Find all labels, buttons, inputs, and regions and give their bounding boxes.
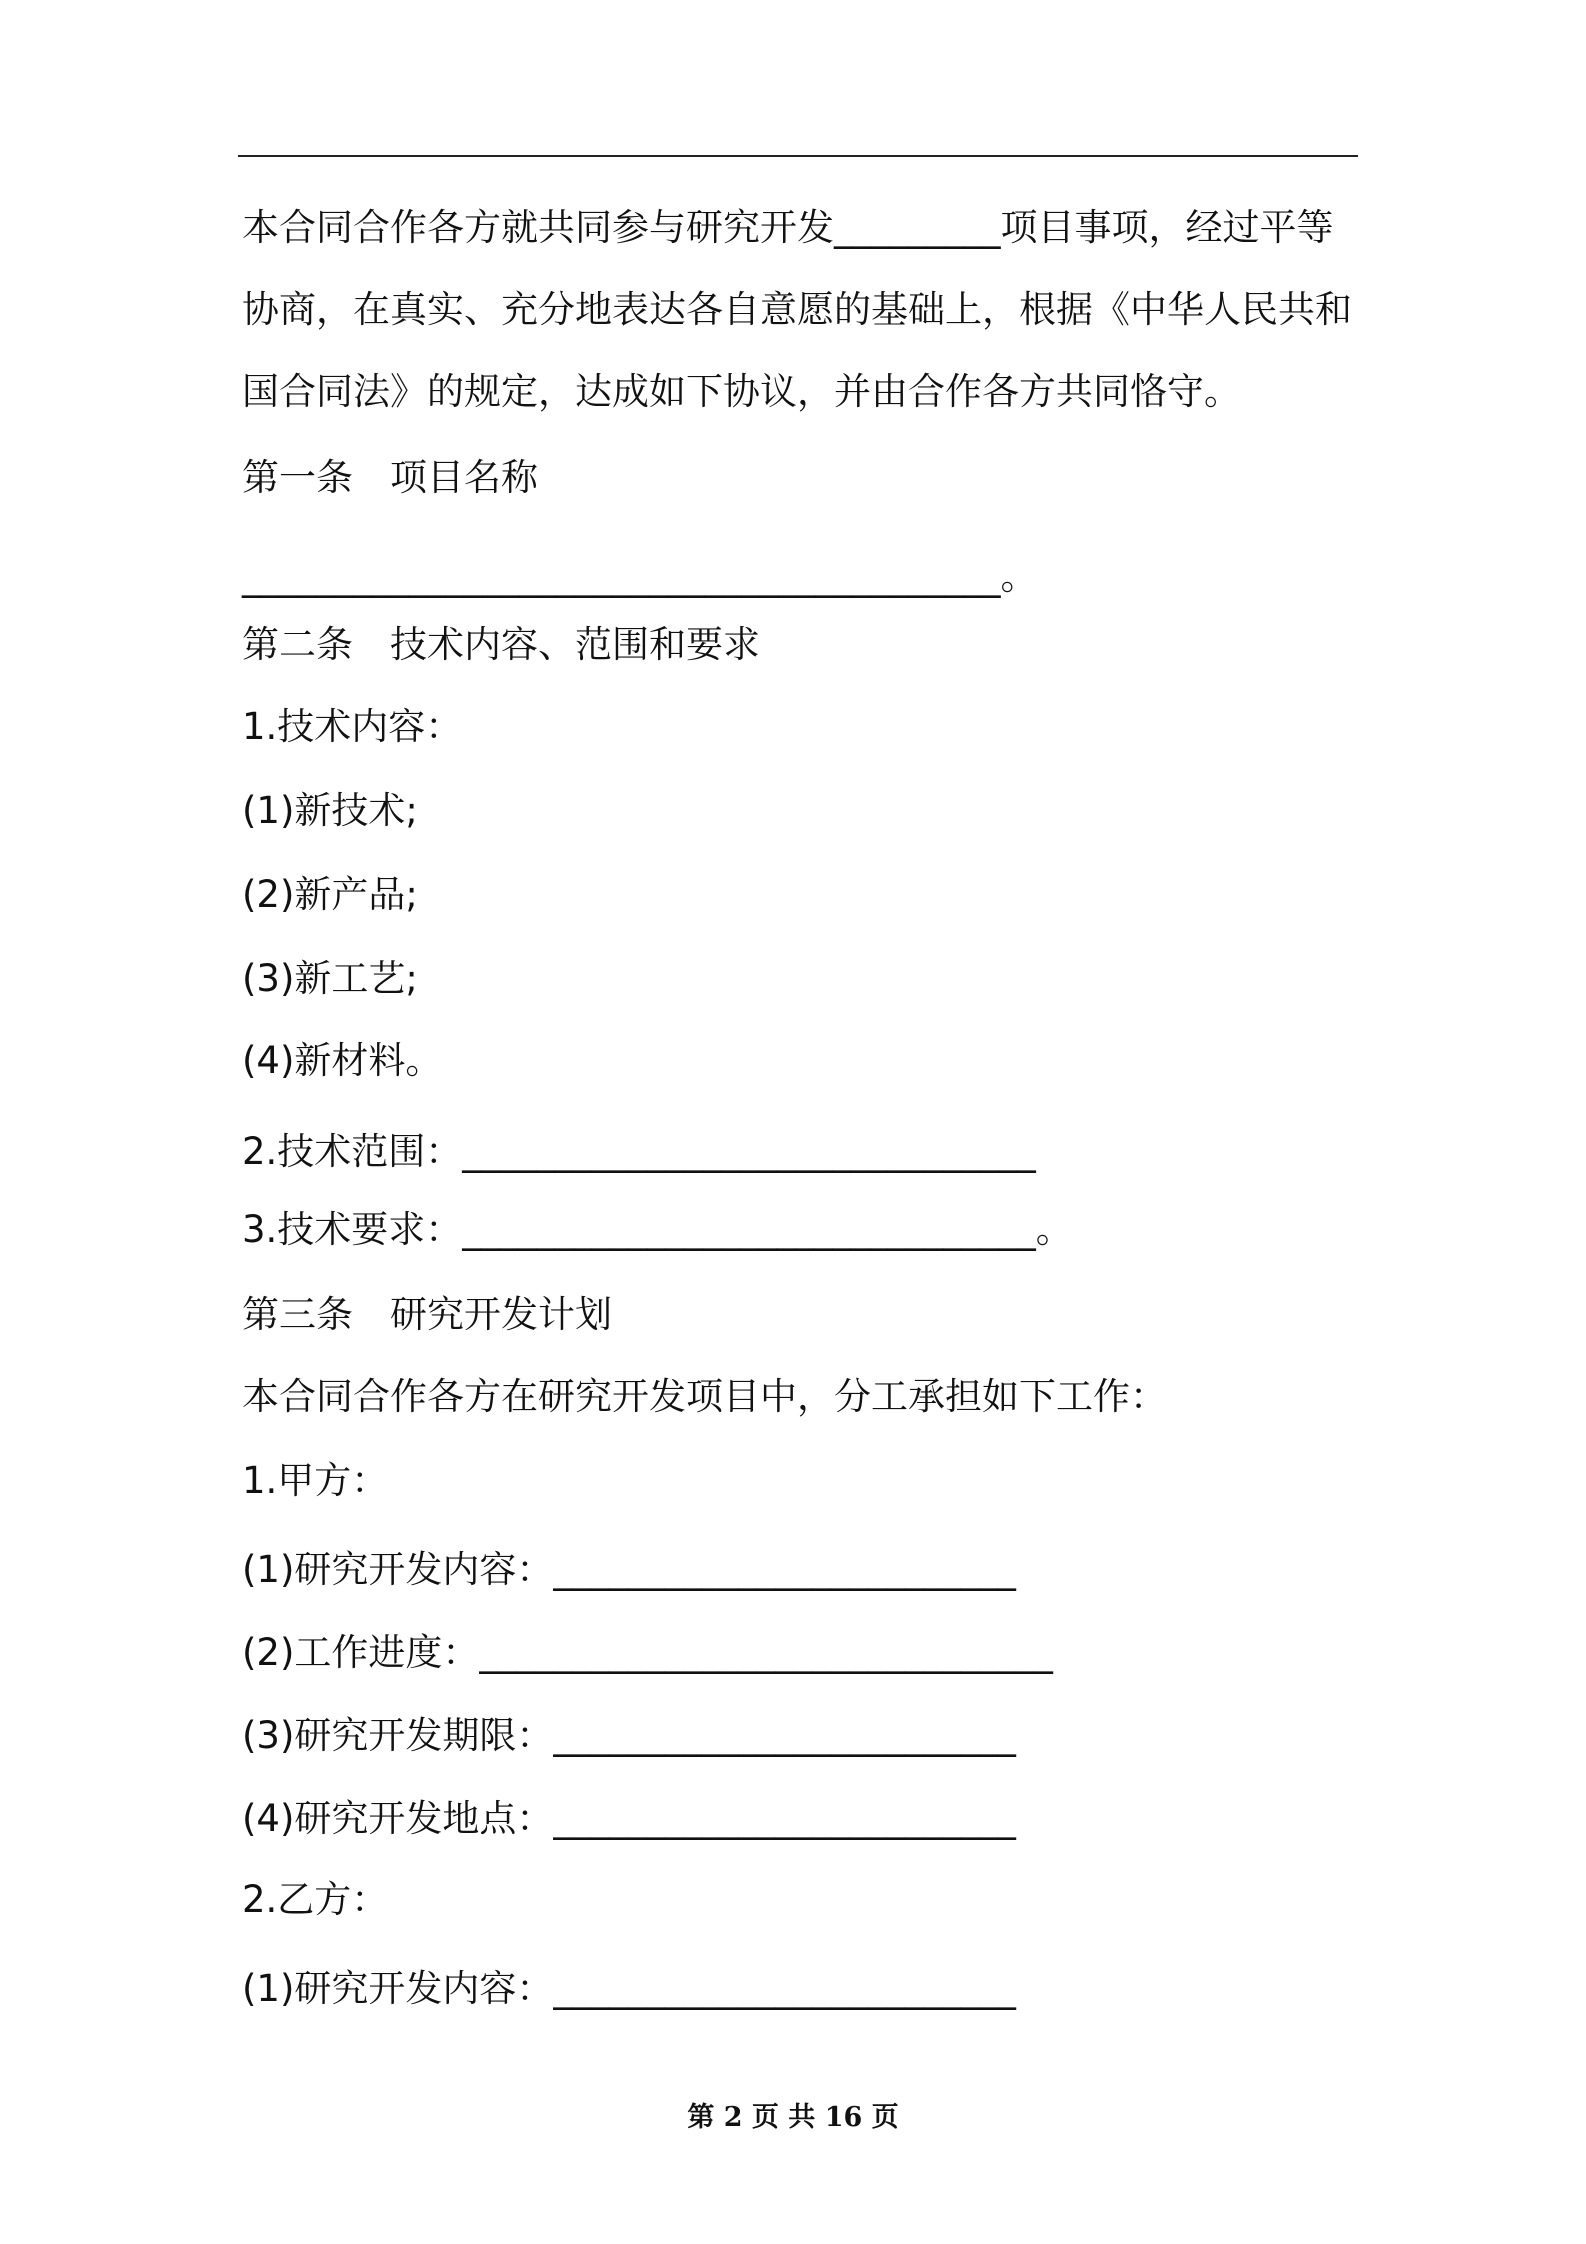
list-item-new-technology: (1)新技术;: [242, 789, 418, 832]
project-name-blank: _________________________________________。: [242, 555, 1038, 598]
list-item-new-material: (4)新材料。: [242, 1039, 443, 1082]
list-item-new-process: (3)新工艺;: [242, 957, 418, 1000]
intro-line-2: 协商，在真实、充分地表达各自意愿的基础上，根据《中华人民共和: [242, 288, 1352, 331]
article-2-heading: 第二条 技术内容、范围和要求: [242, 623, 760, 666]
article-1-heading: 第一条 项目名称: [242, 456, 538, 499]
party-a-rd-content: (1)研究开发内容：_________________________: [242, 1548, 1016, 1591]
list-item-new-product: (2)新产品;: [242, 873, 418, 916]
party-a-label: 1.甲方：: [242, 1459, 389, 1502]
header-rule: [238, 155, 1358, 157]
party-a-rd-location: (4)研究开发地点：_________________________: [242, 1797, 1016, 1840]
party-a-progress: (2)工作进度：_______________________________: [242, 1631, 1053, 1674]
article-3-heading: 第三条 研究开发计划: [242, 1293, 612, 1336]
tech-scope-line: 2.技术范围：_______________________________: [242, 1130, 1036, 1173]
tech-requirement-line: 3.技术要求：_______________________________。: [242, 1208, 1073, 1251]
page-number: 第 2 页 共 16 页: [687, 2102, 899, 2133]
intro-line-3: 国合同法》的规定，达成如下协议，并由合作各方共同恪守。: [242, 370, 1241, 413]
party-b-rd-content: (1)研究开发内容：_________________________: [242, 1967, 1016, 2010]
intro-line-1: 本合同合作各方就共同参与研究开发_________项目事项，经过平等: [242, 206, 1334, 249]
division-of-work-line: 本合同合作各方在研究开发项目中，分工承担如下工作：: [242, 1375, 1167, 1418]
tech-content-label: 1.技术内容：: [242, 705, 463, 748]
party-a-rd-period: (3)研究开发期限：_________________________: [242, 1714, 1016, 1757]
party-b-label: 2.乙方：: [242, 1878, 389, 1921]
